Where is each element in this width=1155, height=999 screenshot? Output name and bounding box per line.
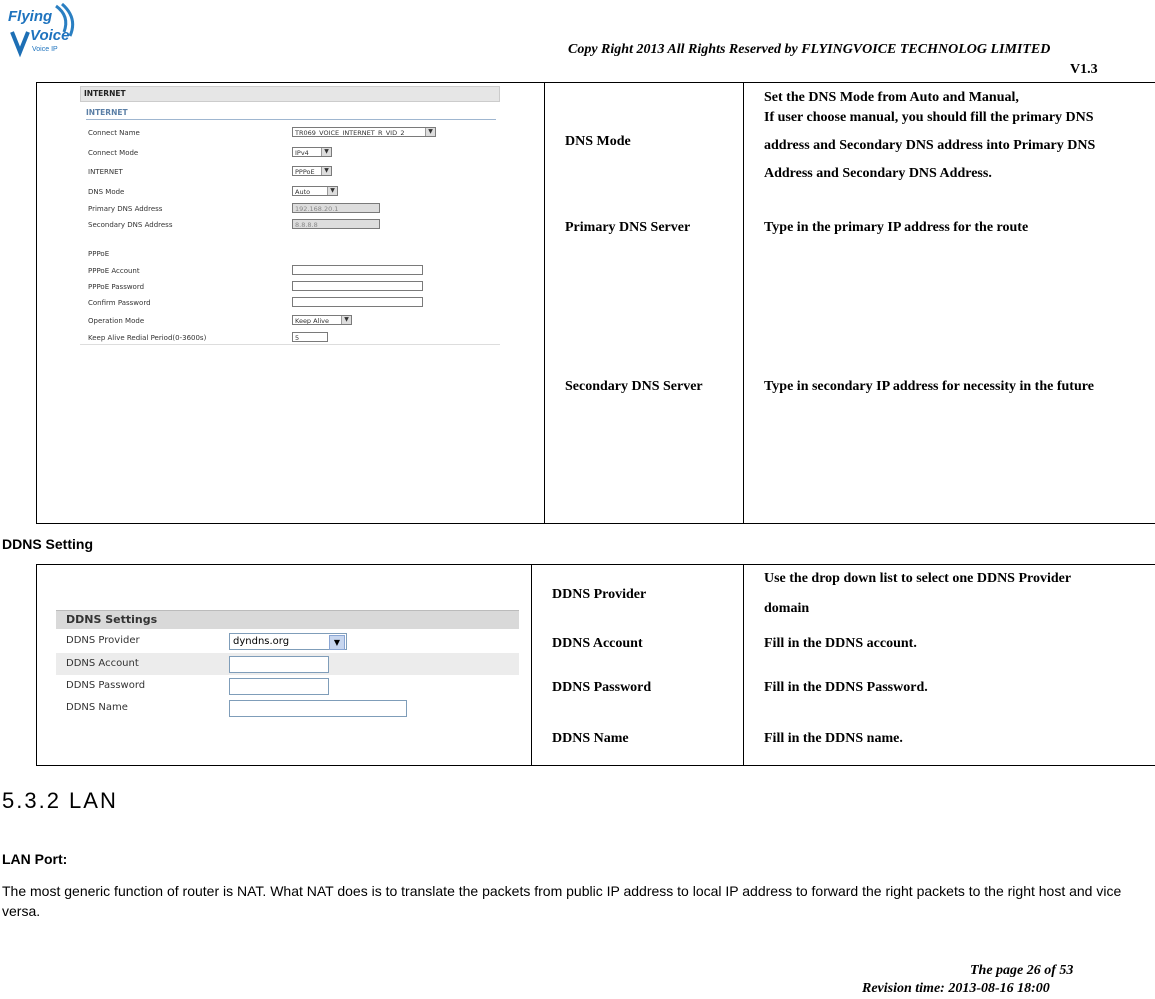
ddns-name-desc: Fill in the DDNS name. (764, 731, 903, 746)
field-row (88, 267, 498, 279)
secondary-dns-input[interactable] (292, 219, 380, 229)
lan-paragraph: The most generic function of router is NAT. What NAT does is to translate the packets from public IP address to local IP address to forward the right packets to the right host and vice versa. (2, 883, 1122, 919)
field-row (88, 205, 498, 217)
primary-dns-input[interactable] (292, 203, 380, 213)
panel-title: INTERNET (84, 89, 126, 98)
ddns-account-desc: Fill in the DDNS account. (764, 636, 917, 651)
section-label: INTERNET (86, 108, 128, 117)
ddns-name-name: DDNS Name (552, 731, 629, 746)
desc-line: address and Secondary DNS address into Primary DNS (764, 138, 1096, 153)
ddns-row (56, 653, 519, 675)
field-label: Secondary DNS Address (88, 221, 173, 229)
chevron-down-icon: ▼ (327, 187, 337, 195)
field-label: Primary DNS Address (88, 205, 163, 213)
field-row (88, 317, 498, 329)
secondary-dns-name: Secondary DNS Server (565, 379, 703, 394)
field-value: Keep Alive (295, 317, 330, 325)
field-label: DNS Mode (88, 188, 125, 196)
field-row (88, 149, 498, 161)
pppoe-password-input[interactable] (292, 281, 423, 291)
field-value: dyndns.org (233, 636, 290, 647)
ddns-provider-desc (764, 570, 1071, 630)
connect-mode-select[interactable] (292, 147, 332, 157)
chevron-down-icon: ▼ (321, 148, 331, 156)
secondary-dns-desc: Type in secondary IP address for necessity in the future (764, 379, 1094, 394)
field-row (88, 283, 498, 295)
field-row (88, 334, 498, 346)
ddns-account-name: DDNS Account (552, 636, 643, 651)
chevron-down-icon: ▼ (321, 167, 331, 175)
desc-line: If user choose manual, you should fill the primary DNS (764, 110, 1094, 125)
field-label: PPPoE Password (88, 283, 145, 291)
copyright: Copy Right 2013 All Rights Reserved by FLYINGVOICE TECHNOLOG LIMITED (568, 42, 1051, 57)
field-value: 192.168.20.1 (295, 205, 339, 213)
pppoe-title: PPPoE (88, 250, 110, 258)
chevron-down-icon: ▼ (341, 316, 351, 324)
operation-mode-select[interactable] (292, 315, 352, 325)
field-label: Confirm Password (88, 299, 151, 307)
field-value: IPv4 (295, 149, 309, 157)
field-label: PPPoE Account (88, 267, 140, 275)
field-row (88, 188, 498, 200)
desc-line: Use the drop down list to select one DDNS Provider (764, 571, 1072, 586)
field-label: Keep Alive Redial Period(0-3600s) (88, 334, 207, 342)
primary-dns-name: Primary DNS Server (565, 220, 691, 235)
lan-port-heading: LAN Port: (2, 851, 68, 867)
ddns-row (56, 630, 519, 652)
logo-text-voice: Voice (30, 27, 70, 44)
primary-dns-desc: Type in the primary IP address for the route (764, 220, 1029, 235)
ddns-table-divider (743, 564, 744, 765)
ddns-title: DDNS Settings (66, 613, 158, 626)
section-underline (86, 119, 496, 120)
dns-table-divider (743, 82, 744, 523)
field-row (88, 299, 498, 311)
field-value: TR069_VOICE_INTERNET_R_VID_2 (295, 129, 405, 137)
logo-tagline: Voice IP (32, 46, 58, 53)
dns-mode-name: DNS Mode (565, 134, 631, 149)
field-label: Operation Mode (88, 317, 145, 325)
ddns-name-input[interactable] (229, 700, 407, 717)
desc-line: Address and Secondary DNS Address. (764, 166, 992, 181)
field-label: Connect Mode (88, 149, 139, 157)
ddns-password-name: DDNS Password (552, 680, 652, 695)
field-label: INTERNET (88, 168, 123, 176)
field-label: DDNS Name (66, 702, 128, 713)
redial-period-input[interactable] (292, 332, 328, 342)
panel-title-bar (80, 86, 500, 102)
version: V1.3 (1070, 62, 1098, 77)
field-label: DDNS Password (66, 680, 146, 691)
field-value: 5 (295, 334, 300, 342)
chevron-down-icon: ▼ (329, 635, 345, 650)
desc-line: Set the DNS Mode from Auto and Manual, (764, 90, 1019, 105)
ddns-row (56, 697, 519, 719)
ddns-heading: DDNS Setting (2, 536, 93, 552)
ddns-provider-name: DDNS Provider (552, 587, 647, 602)
ddns-screenshot (56, 610, 519, 720)
confirm-password-input[interactable] (292, 297, 423, 307)
dns-mode-select[interactable] (292, 186, 338, 196)
desc-line: domain (764, 601, 810, 616)
ddns-password-input[interactable] (229, 678, 329, 695)
dns-table-divider (544, 82, 545, 523)
logo (6, 2, 78, 58)
ddns-password-desc: Fill in the DDNS Password. (764, 680, 928, 695)
field-label: DDNS Provider (66, 635, 140, 646)
field-label: Connect Name (88, 129, 140, 137)
field-row (88, 221, 498, 233)
page-number: The page 26 of 53 (970, 963, 1074, 978)
internet-screenshot (80, 86, 500, 345)
ddns-table-divider (531, 564, 532, 765)
chevron-down-icon: ▼ (425, 128, 435, 136)
field-row (88, 129, 498, 141)
revision-time: Revision time: 2013-08-16 18:00 (862, 981, 1050, 996)
section-title: 5.3.2 LAN (2, 788, 118, 813)
dns-mode-desc (764, 89, 1095, 186)
field-value: 8.8.8.8 (295, 221, 318, 229)
field-value: PPPoE (295, 168, 315, 176)
ddns-row (56, 675, 519, 697)
logo-text-flying: Flying (8, 8, 53, 25)
internet-select[interactable] (292, 166, 332, 176)
ddns-account-input[interactable] (229, 656, 329, 673)
ddns-provider-select[interactable] (229, 633, 347, 650)
pppoe-account-input[interactable] (292, 265, 423, 275)
field-row (88, 168, 498, 180)
field-value: Auto (295, 188, 311, 196)
field-label: DDNS Account (66, 658, 139, 669)
connect-name-select[interactable] (292, 127, 436, 137)
